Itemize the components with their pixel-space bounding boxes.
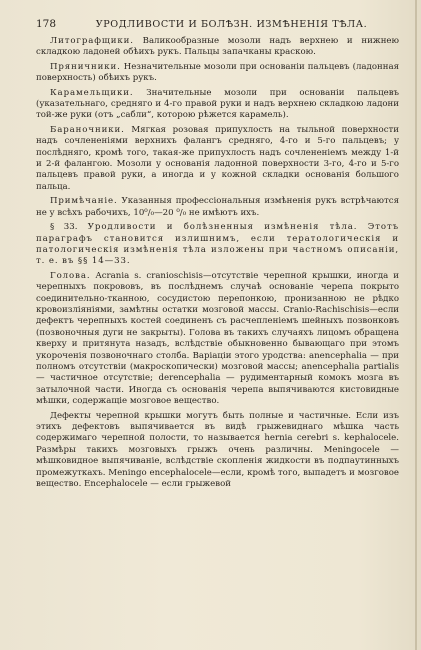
paragraph-lead: Литографщики. bbox=[50, 36, 134, 46]
paragraph-lead: Примѣчаніе. bbox=[50, 196, 118, 207]
paragraph-lead: Бараночники. bbox=[50, 124, 125, 135]
paragraph-text: Дефекты черепной крышки могутъ быть полные и частичные. Если изъ этихъ дефектовъ выпячивается въ видѣ грыжевиднаго мѣшка часть содержимаго черепной полости, то называется hernia cerebri s. kephalocele. Размѣры такихъ мозговыхъ грыжъ очень различны. Meningocele — мѣшковидное выпячиваніе, вслѣдствіе скопленія жидкости въ подпаутинныхъ промежуткахъ. Meningo encephalocele—если, кромѣ того, выпадетъ и мозговое вещество. Encephalocele — если грыжевой bbox=[36, 410, 399, 490]
paragraph-caramel-makers bbox=[36, 88, 399, 122]
paragraph-text: Указанныя профессіональныя измѣненія рукъ встрѣчаются не у всѣхъ рабочихъ, 10⁰/₀—20 ⁰/₀ не имѣютъ ихъ. bbox=[36, 196, 399, 218]
page-edge-shadow bbox=[415, 0, 417, 650]
paragraph-lithographers bbox=[36, 36, 399, 59]
paragraph-lead: Голова. bbox=[50, 270, 91, 281]
section-number: § 33. bbox=[50, 222, 78, 233]
paragraph-text: Мягкая розовая припухлость на тыльной поверхности надъ сочлененіями верхнихъ фалангъ средняго, 4-го и 5-го пальцевъ; у послѣдняго, кромѣ того, такая-же припухлость надъ сочлененіемъ между 1-й и 2-й фалангою. Мозоли у основанія ладонной поверхности 3-го, 4-го и 5-го пальцевъ правой руки, а иногда и у кожной складки основанія большого пальца. bbox=[36, 124, 399, 192]
paragraph-text: Значительные мозоли при основаніи пальцевъ (указательнаго, средняго и 4-го правой руки и надъ верхнею складкою ладони той-же руки (отъ „сабли“, которою рѣжется карамель). bbox=[36, 87, 399, 121]
paragraph-note bbox=[36, 196, 399, 219]
paragraph-text: Незначительные мозоли при основаніи пальцевъ (ладонная поверхность) обѣихъ рукъ. bbox=[36, 61, 399, 84]
section-text: Уродливости и болѣзненныя измѣненія тѣла. Этотъ параграфъ становится излишнимъ, если тератологическія и патологическія измѣненія тѣла изложены при частномъ описаніи, т. е. въ §§ 14—33. bbox=[36, 222, 399, 267]
paragraph-text: Acrania s. cranioschisis—отсутствіе черепной крышки, иногда и черепныхъ покрововъ, въ послѣднемъ случаѣ основаніе черепа покрыто соединительно-тканною, сосудистою перепонкою, пронизанною не рѣдко кровоизліяніями, замѣтны остатки мозговой массы. Cranio-Rachischisis—если дефектъ черепныхъ костей соединенъ съ расчепленіемъ шейныхъ позвонковъ (позвоночныя дуги не закрыты). Голова въ такихъ случаяхъ лицомъ обращена кверху и притянута назадъ, вслѣдствіе обыкновенно бывающаго при этомъ укороченія позвоночнаго столба. Варіаціи этого уродства: anencephalia — при полномъ отсутствіи (макроскопически) мозговой массы; anencephalia partialis — частичное отсутствіе; derencephalia — рудиментарный комокъ мозга въ затылочной части. Иногда съ основанія черепа выпячиваются кистовидные мѣшки, содержащіе мозговое вещество. bbox=[36, 270, 399, 407]
paragraph-bagel-makers bbox=[36, 125, 399, 193]
paragraph-gingerbread-makers bbox=[36, 62, 399, 85]
page-number: 178 bbox=[36, 18, 57, 30]
paragraph-lead: Карамельщики. bbox=[50, 87, 134, 98]
paragraph-skull-defects bbox=[36, 411, 399, 491]
paragraph-text: Валикообразные мозоли надъ верхнею и нижнею складкою ладоней обѣихъ рукъ. Пальцы запачканы краскою. bbox=[36, 36, 399, 58]
section-33 bbox=[36, 222, 399, 268]
paragraph-head bbox=[36, 271, 399, 408]
page-header bbox=[36, 18, 399, 30]
paragraph-lead: Пряничники. bbox=[50, 61, 121, 72]
running-title: УРОДЛИВОСТИ И БОЛѢЗН. ИЗМѢНЕНІЯ ТѢЛА. bbox=[95, 19, 368, 30]
